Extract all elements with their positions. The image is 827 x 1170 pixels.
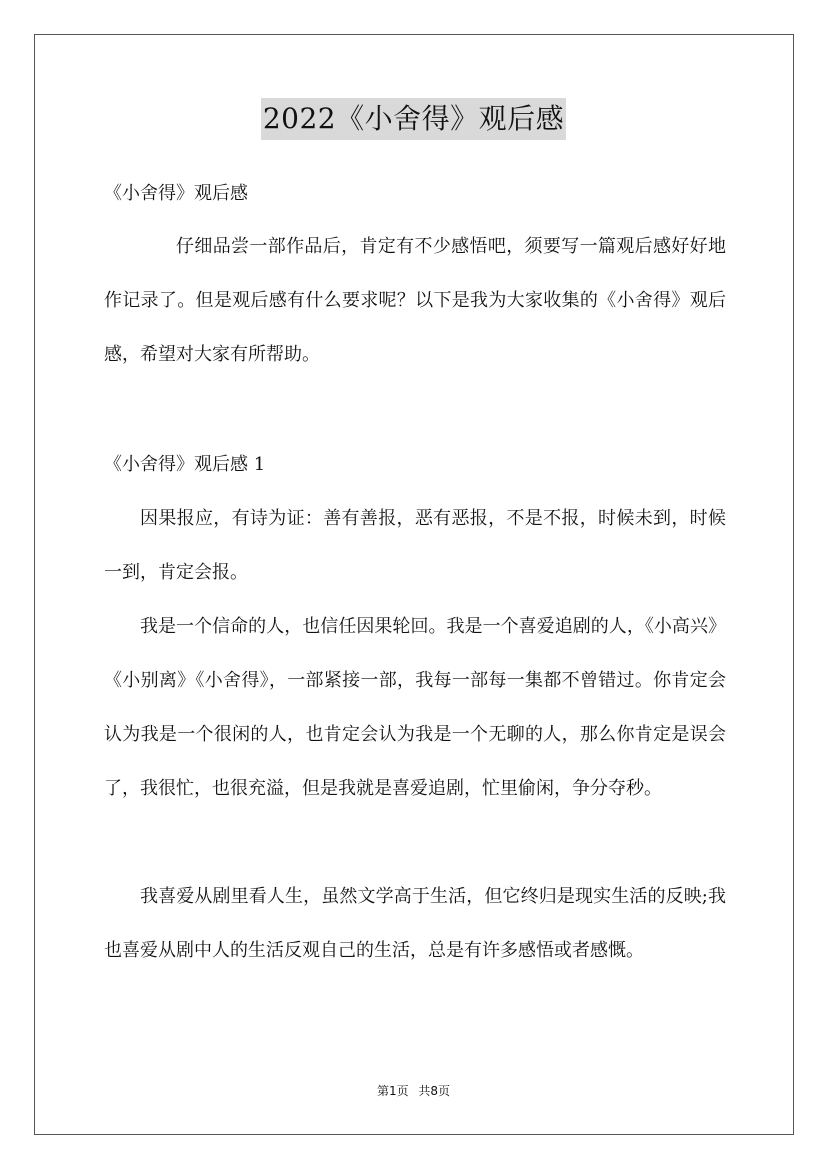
intro-paragraph: 仔细品尝一部作品后，肯定有不少感悟吧，须要写一篇观后感好好地作记录了。但是观后感有什么要求呢？以下是我为大家收集的《小舍得》观后感，希望对大家有所帮助。 <box>104 236 726 365</box>
document-title: 2022《小舍得》观后感 <box>261 98 566 140</box>
page-footer <box>0 1082 827 1099</box>
title-container <box>0 98 827 140</box>
body-paragraph: 我喜爱从剧里看人生，虽然文学高于生活，但它终归是现实生活的反映;我也喜爱从剧中人的生活反观自己的生活，总是有许多感悟或者感慨。 <box>104 886 726 961</box>
page-number: 第1页 <box>376 1084 409 1098</box>
document-subtitle: 《小舍得》观后感 <box>104 183 248 204</box>
body-paragraph: 因果报应，有诗为证：善有善报，恶有恶报，不是不报，时候未到，时候一到，肯定会报。 <box>104 508 726 583</box>
page-total: 共8页 <box>418 1084 451 1098</box>
body-paragraph: 我是一个信命的人，也信任因果轮回。我是一个喜爱追剧的人，《小高兴》《小别离》《小舍得》，一部紧接一部，我每一部每一集都不曾错过。你肯定会认为我是一个很闲的人，也肯定会认为我是一个无聊的人，那么你肯定是误会了，我很忙，也很充溢，但是我就是喜爱追剧，忙里偷闲，争分夺秒。 <box>104 616 726 799</box>
section-heading: 《小舍得》观后感 1 <box>104 454 266 475</box>
